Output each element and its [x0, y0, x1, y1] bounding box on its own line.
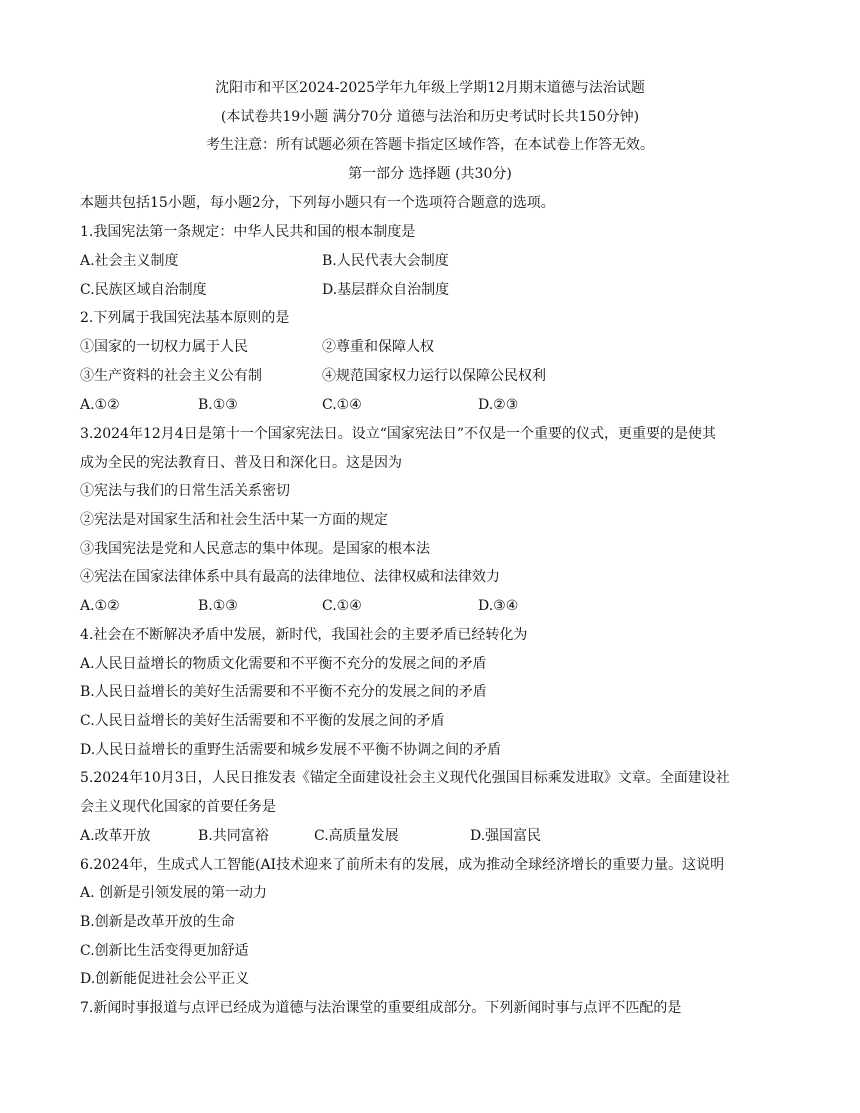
question-stem: 3.2024年12月4日是第十一个国家宪法日。设立“国家宪法日”不仅是一个重要的仪式，更重要的是使其	[80, 426, 717, 442]
option-c: C.人民日益增长的美好生活需要和不平衡的发展之间的矛盾	[80, 713, 445, 729]
statement-item: ④宪法在国家法律体系中具有最高的法律地位、法律权威和法律效力	[80, 569, 500, 585]
option-a: A. 创新是引领发展的第一动力	[80, 885, 268, 901]
question-stem: 6.2024年，生成式人工智能(AI技术迎来了前所未有的发展，成为推动全球经济增长的重要力量。这说明	[80, 857, 725, 873]
question-stem: 5.2024年10月3日，人民日推发表《锚定全面建设社会主义现代化强国目标乘发进取》文章。全面建设社	[80, 770, 730, 786]
option-b: B.人民日益增长的美好生活需要和不平衡不充分的发展之间的矛盾	[80, 684, 487, 700]
option-c: C.高质量发展	[314, 828, 399, 844]
option-b: B.①③	[198, 397, 238, 413]
option-d: D.③④	[478, 598, 519, 614]
option-b: B.人民代表大会制度	[322, 253, 449, 269]
statement-item: ②宪法是对国家生活和社会生活中某一方面的规定	[80, 512, 388, 528]
part-title: 第一部分 选择题 (共30分)	[348, 166, 512, 182]
statement-item: ③我国宪法是党和人民意志的集中体现。是国家的根本法	[80, 541, 430, 557]
statement-item: ③生产资料的社会主义公有制	[80, 368, 262, 384]
section-instruction: 本题共包括15小题，每小题2分，下列每小题只有一个选项符合题意的选项。	[80, 195, 555, 211]
statement-item: ②尊重和保障人权	[322, 339, 434, 355]
option-a: A.社会主义制度	[80, 253, 179, 269]
option-b: B.①③	[198, 598, 238, 614]
option-a: A.改革开放	[80, 828, 151, 844]
option-a: A.①②	[80, 397, 120, 413]
exam-title: 沈阳市和平区2024-2025学年九年级上学期12月期末道德与法治试题	[215, 80, 645, 96]
question-stem-continued: 成为全民的宪法教育日、普及日和深化日。这是因为	[80, 455, 402, 471]
statement-item: ①国家的一切权力属于人民	[80, 339, 248, 355]
question-stem: 7.新闻时事报道与点评已经成为道德与法治课堂的重要组成部分。下列新闻时事与点评不匹配的是	[80, 1000, 682, 1016]
option-d: D.创新能促进社会公平正义	[80, 971, 250, 987]
question-stem: 1.我国宪法第一条规定：中华人民共和国的根本制度是	[80, 224, 416, 240]
option-b: B.共同富裕	[198, 828, 269, 844]
option-d: D.人民日益增长的重野生活需要和城乡发展不平衡不协调之间的矛盾	[80, 742, 502, 758]
option-d: D.②③	[478, 397, 519, 413]
option-a: A.①②	[80, 598, 120, 614]
option-a: A.人民日益增长的物质文化需要和不平衡不充分的发展之间的矛盾	[80, 656, 487, 672]
exam-subtitle: (本试卷共19小题 满分70分 道德与法治和历史考试时长共150分钟)	[220, 109, 640, 125]
question-stem-continued: 会主义现代化国家的首要任务是	[80, 799, 276, 815]
statement-item: ④规范国家权力运行以保障公民权利	[322, 368, 546, 384]
option-c: C.民族区域自治制度	[80, 282, 207, 298]
statement-item: ①宪法与我们的日常生活关系密切	[80, 483, 290, 499]
option-d: D.强国富民	[470, 828, 542, 844]
question-stem: 2.下列属于我国宪法基本原则的是	[80, 310, 290, 326]
question-stem: 4.社会在不断解决矛盾中发展，新时代，我国社会的主要矛盾已经转化为	[80, 627, 528, 643]
option-c: C.①④	[322, 397, 362, 413]
option-b: B.创新是改革开放的生命	[80, 914, 235, 930]
option-c: C.①④	[322, 598, 362, 614]
option-c: C.创新比生活变得更加舒适	[80, 943, 249, 959]
candidate-notice: 考生注意：所有试题必须在答题卡指定区域作答，在本试卷上作答无效。	[206, 137, 654, 153]
option-d: D.基层群众自治制度	[322, 282, 450, 298]
